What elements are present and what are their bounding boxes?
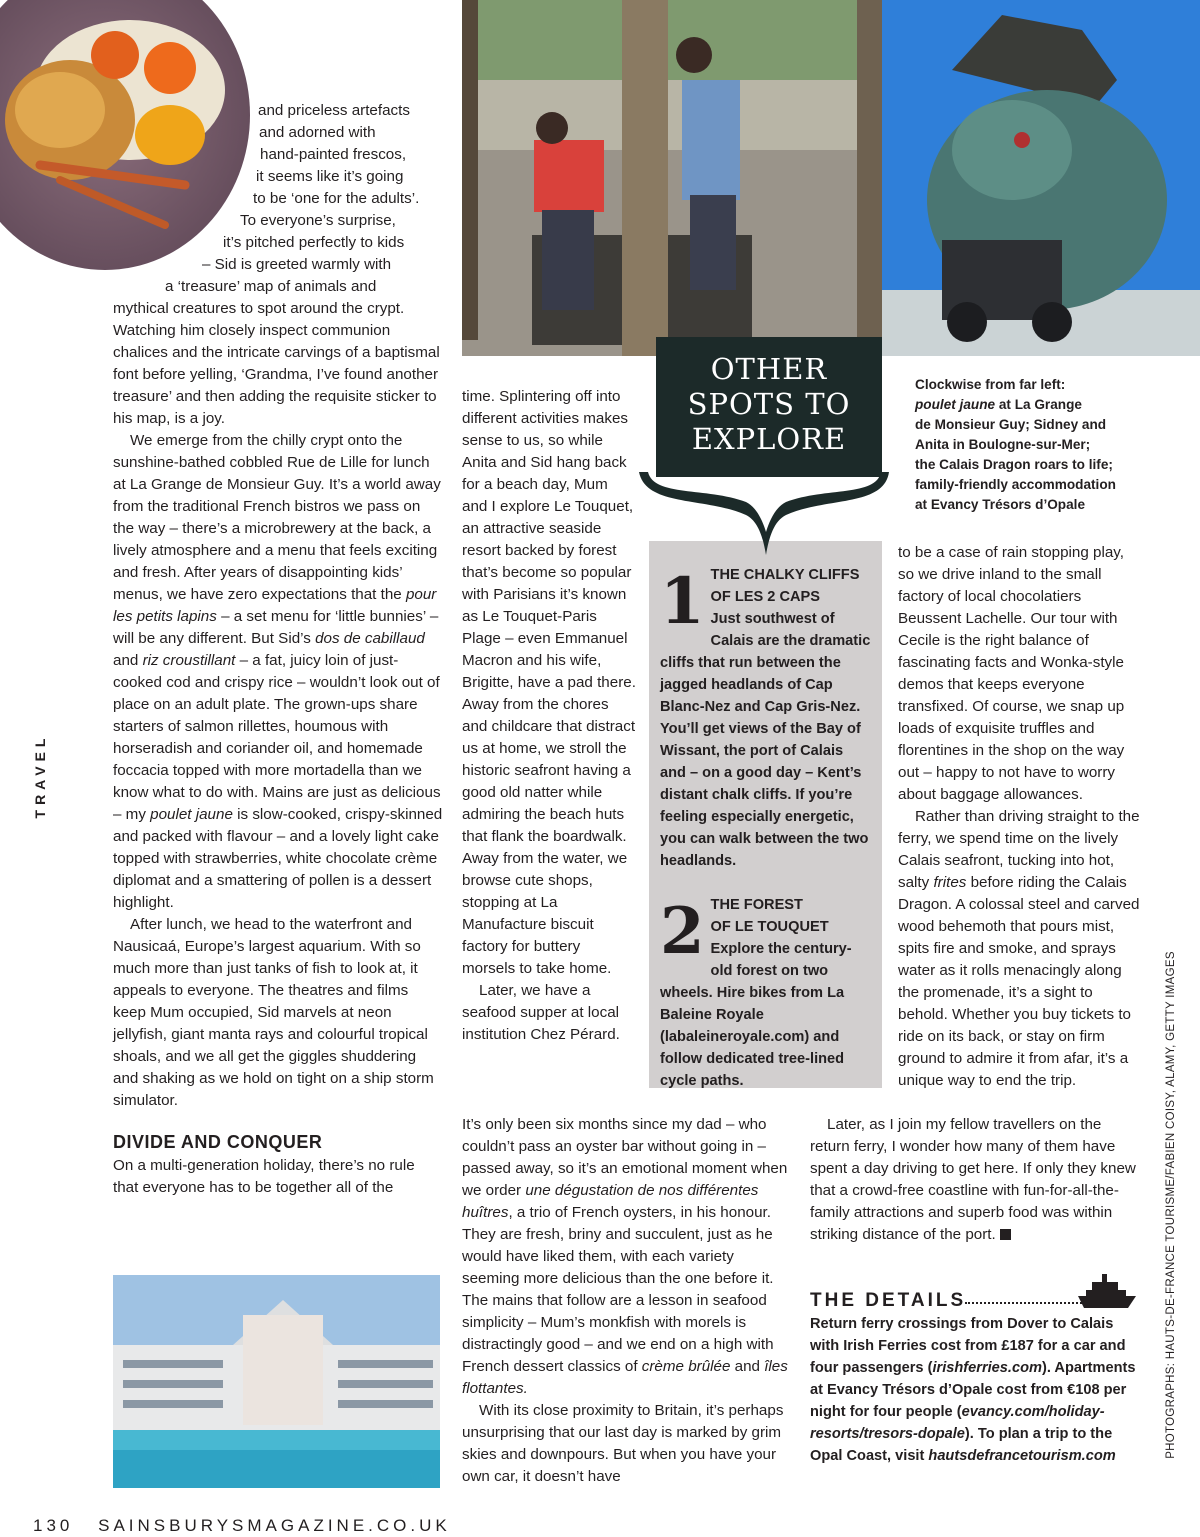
column-2-body: time. Splintering off into different activities makes sense to us, so while Anita and Sid hang back for a beach day, Mum and I explore Le Touquet, an attractive seaside resort backed by forest that’s become so popular with Parisians it’s known as Le Touquet-Paris Plage – even Emmanuel Macron and his wife, Brigitte, have a pad there. Away from the chores and childcare that distract us at home, we stroll the historic seafront having a good old natter while admiring the beach huts that flank the boardwalk. Away from the water, we browse cute shops, stopping at La Manufacture biscuit factory for buttery morsels to take home. Later, we have a seafood supper at local institution Chez Pérard. xyxy=(462,388,636,1043)
ferry-icon xyxy=(1078,1272,1138,1310)
section-label: TRAVEL xyxy=(32,733,48,819)
number-2: 2 xyxy=(660,894,705,969)
evancy-apartments-photo xyxy=(113,1275,440,1488)
end-mark xyxy=(1000,1229,1011,1240)
column-3-body: to be a case of rain stopping play, so we drive inland to the small factory of local chocolatiers Beussent Lachelle. Our tour with Cecile is the right balance of fascinating facts and Wonka-style demos that keeps everyone transfixed. Of course, we snap up loads of exquisite truffles and florentines in the shop on the way out – happy to not have to worry about baggage allowances. Rather than driving straight to the ferry, we spend time on the lively Calais seafront, tucking into hot, salty frites before riding the Calais Dragon. A colossal steel and carved wood behemoth that pours mist, spits fire and smoke, and sprays water as it rolls menacingly along the promenade, it’s a sight to behold. Whether you buy tickets to ride on its back, or stay on firm ground to admire it from afar, it’s a unique way to end the trip. xyxy=(898,544,1140,1089)
boulogne-park-photo xyxy=(462,0,882,356)
photo-credit: PHOTOGRAPHS: HAUTS-DE-FRANCE TOURISME/FABIEN COISY, ALAMY, GETTY IMAGES xyxy=(1165,951,1177,1459)
photo-caption: Clockwise from far left: poulet jaune at La Grange de Monsieur Guy; Sidney and Anita in Boulogne-sur-Mer; the Calais Dragon roars to life; family-friendly accommodation at Evancy Trésors d’Opale xyxy=(915,377,1116,512)
column-1-body: mythical creatures to spot around the crypt. Watching him closely inspect communion chalices and the intricate carvings of a baptismal font before yelling, ‘Grandma, I’ve found another treasure’ and then adding the requisite sticker to his map, is a joy. We emerge from the chilly crypt onto the sunshine-bathed cobbled Rue de Lille for lunch at La Grange de Monsieur Guy. It’s a world away from the traditional French bistros we pass on the way – there’s a microbrewery at the back, a lively atmosphere and a menu that feels exciting and fresh. After years of disappointing kids’ menus, we have zero expectations that the pour les petits lapins – a set menu for ‘little bunnies’ – will be any different. But Sid’s dos de cabillaud and riz croustillant – a fat, juicy loin of just-cooked cod and crispy rice – wouldn’t look out of place on an adult plate. The grown-ups share starters of salmon rillettes, houmous with horseradish and coriander oil, and homemade foccacia topped with more mortadella than we know what to do with. Mains are just as delicious – my poulet jaune is slow-cooked, crispy-skinned and packed with flavour – and a lovely light cake topped with strawberries, white chocolate crème diplomat and a smattering of pollen is a dessert highlight. After lunch, we head to the waterfront and Nausicaá, Europe’s largest aquarium. With so much more than just tanks of fish to look at, it appeals to everyone. The theatres and films keep Mum occupied, Sid marvels at neon jellyfish, giant manta rays and colourful tropical shoals, and we all get the giggles shuddering and shaking as we hold on tight on a ship storm simulator. DIVIDE AND CONQUER On a multi-generation holiday, there’s no rule that everyone has to be together all of the xyxy=(113,300,443,1196)
column-1-intro: and priceless artefacts and adorned with hand-painted frescos, it seems like it’s going to be ‘one for the adults’. To everyone’s surprise, it’s pitched perfectly to kids – Sid is greeted warmly with a ‘treasure’ map of animals and xyxy=(165,102,420,295)
other-spots-title: OTHER SPOTS TO EXPLORE xyxy=(687,352,851,456)
hautsdefrance-link[interactable]: hautsdefrancetourism.com xyxy=(928,1448,1116,1464)
details-body: Return ferry crossings from Dover to Calais with Irish Ferries cost from £187 for a car and four passengers (irishferries.com). Apartments at Evancy Trésors d’Opale cost from €108 per night for four people (evancy.com/holiday-resorts/tresors-dopale). To plan a trip to the Opal Coast, visit hautsdefrancetourism.com xyxy=(810,1316,1136,1464)
sidebar-item-1: 1 THE CHALKY CLIFFS OF LES 2 CAPS Just southwest of Calais are the dramatic cliffs that run between the jagged headlands of Cap Blanc-Nez and Cap Gris-Nez. You’ll get views of the Bay of Wissant, the port of Calais and – on a good day – Kent’s distant chalk cliffs. If you’re feeling especially energetic, you can walk between the two headlands. xyxy=(660,564,871,869)
page-footer xyxy=(33,1516,451,1536)
irishferries-link[interactable]: irishferries.com xyxy=(932,1360,1042,1376)
number-1: 1 xyxy=(660,564,705,639)
page-number: 130 xyxy=(33,1516,74,1535)
details-header xyxy=(810,1272,1140,1312)
magazine-url: SAINSBURYSMAGAZINE.CO.UK xyxy=(98,1516,451,1535)
calais-dragon-photo xyxy=(882,0,1200,356)
column-2-wide-body: It’s only been six months since my dad – who couldn’t pass an oyster bar without going in – passed away, so it’s an emotional moment when we order une dégustation de nos différentes huîtres, a trio of French oysters, in his honour. They are fresh, briny and succulent, just as he would have liked them, with each variety seeming more delicious than the one before it. The mains that follow are a lesson in seafood simplicity – Mum’s monkfish with morels is distractingly good – and we end on a high with French dessert classics of crème brûlée and îles flottantes. With its close proximity to Britain, it’s perhaps unsurprising that our last day is marked by grim skies and downpours. But when you have your own car, it doesn’t have xyxy=(462,1116,788,1485)
column-3-ending: Later, as I join my fellow travellers on the return ferry, I wonder how many of them have spent a day driving to get here. If only they knew that a crowd-free coastline with fun-for-all-the-family attractions and superb food was within striking distance of the port. xyxy=(810,1116,1136,1243)
evancy-link[interactable]: evancy.com/holiday-resorts/tresors-dopale xyxy=(810,1404,1105,1442)
divide-and-conquer-heading: DIVIDE AND CONQUER xyxy=(113,1132,323,1152)
details-heading: THE DETAILS xyxy=(810,1290,967,1311)
sidebar-item-2: 2 THE FOREST OF LE TOUQUET Explore the century-old forest on two wheels. Hire bikes from La Baleine Royale (labaleineroyale.com) and follow dedicated tree-lined cycle paths. xyxy=(660,894,852,1089)
